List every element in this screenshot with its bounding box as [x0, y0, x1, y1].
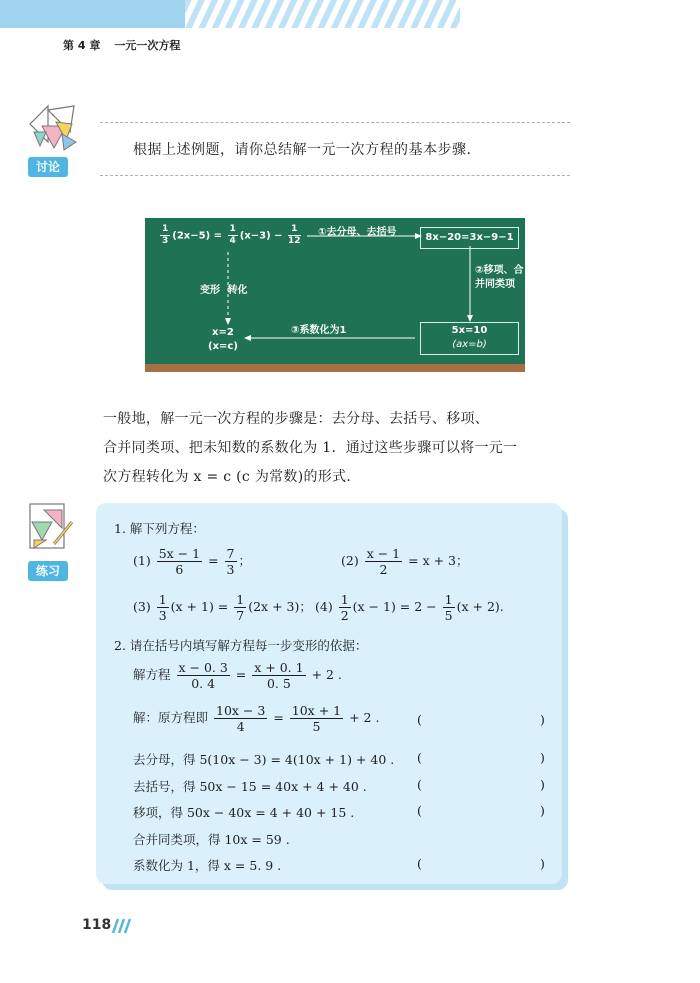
- eq14-num2: 1: [444, 592, 453, 607]
- answer-blank-2-open[interactable]: (: [417, 750, 422, 765]
- board-step1: ①去分母、去括号: [318, 227, 397, 238]
- blackboard-frame: [145, 364, 525, 372]
- discussion-top-rule: [100, 122, 570, 123]
- eq13-den2: 7: [236, 608, 245, 623]
- board-box2-line1: 5x=10: [451, 325, 488, 336]
- step1-num2: 10x + 1: [291, 703, 342, 718]
- eq12-label: (2): [341, 553, 359, 568]
- board-frac3-num: 1: [288, 224, 301, 236]
- q2-eq-num2: x + 0. 1: [254, 660, 304, 675]
- board-box1: 8x−20=3x−9−1: [420, 227, 519, 249]
- q2-eq-prefix: 解方程: [133, 667, 171, 682]
- step-3: 去括号，得 50x − 15 = 40x + 4 + 40 .: [133, 779, 367, 794]
- eq11-den: 6: [175, 562, 184, 577]
- page-number-slashes: [108, 918, 132, 934]
- board-frac1-den: 3: [162, 236, 169, 246]
- chapter-title: 一元一次方程: [114, 39, 181, 52]
- step1-den1: 4: [236, 719, 245, 734]
- eq14-num1: 1: [340, 592, 349, 607]
- page-number: 118: [82, 917, 112, 933]
- equation-1-1: [133, 546, 251, 577]
- chapter-number: 第 4 章: [63, 39, 101, 52]
- eq14-den1: 2: [340, 608, 349, 623]
- eq13-label: (3): [133, 599, 151, 614]
- board-eq-start: (2x−5) =: [172, 230, 226, 242]
- discussion-bottom-rule: [100, 175, 570, 176]
- q2-eq-den1: 0. 4: [191, 676, 216, 691]
- step-5: 合并同类项，得 10x = 59 .: [133, 832, 290, 847]
- equation-1-4: [315, 592, 504, 623]
- eq11-end: ；: [238, 553, 252, 568]
- eq14-den2: 5: [444, 608, 453, 623]
- eq12-den: 2: [379, 562, 388, 577]
- board-frac2-num: 1: [229, 224, 236, 234]
- eq11-num: 5x − 1: [158, 546, 201, 561]
- answer-blank-5-close[interactable]: ): [540, 856, 545, 871]
- answer-blank-2-close[interactable]: ): [540, 750, 545, 765]
- step-2: 去分母，得 5(10x − 3) = 4(10x + 1) + 40 .: [133, 752, 395, 767]
- answer-blank-5-open[interactable]: (: [417, 856, 422, 871]
- question-1-heading: 1. 解下列方程：: [114, 521, 205, 536]
- eq11-label: (1): [133, 553, 151, 568]
- answer-blank-1-close[interactable]: ): [540, 712, 545, 727]
- discussion-prompt: 根据上述例题，请你总结解一元一次方程的基本步骤.: [133, 142, 472, 158]
- summary-line-1: 一般地，解一元一次方程的步骤是：去分母、去括号、移项、: [103, 411, 490, 427]
- eq12-num: x − 1: [366, 546, 401, 561]
- board-frac2-den: 4: [229, 236, 236, 246]
- step-4: 移项，得 50x − 40x = 4 + 40 + 15 .: [133, 805, 355, 820]
- eq13-mid: (x + 1) =: [170, 599, 229, 614]
- board-frac1-num: 1: [162, 224, 169, 234]
- discussion-tangram-icon: [26, 102, 78, 154]
- answer-blank-1-open[interactable]: (: [417, 712, 422, 727]
- question-2-heading: 2. 请在括号内填写解方程每一步变形的依据：: [114, 638, 368, 653]
- eq13-end: (2x + 3)；: [248, 599, 312, 614]
- chapter-heading: [63, 37, 194, 53]
- q2-eq-end: + 2 .: [311, 667, 342, 682]
- step1-prefix: 解：原方程即: [133, 710, 209, 725]
- answer-blank-3-close[interactable]: ): [540, 777, 545, 792]
- board-box2-line2: (ax=b): [452, 339, 487, 350]
- board-result-line2: (x=c): [208, 341, 238, 352]
- step-1: 解：原方程即 $\frac{10x - 3}{4}$ = $\frac{10x + 1}{5}$ + 2 .: [133, 703, 380, 734]
- step-6: 系数化为 1，得 x = 5. 9 .: [133, 858, 282, 873]
- header-stripes: [185, 0, 460, 28]
- practice-notebook-icon: [26, 500, 74, 556]
- q2-eq-den2: 0. 5: [266, 676, 291, 691]
- step1-num1: 10x − 3: [216, 703, 266, 718]
- eq14-mid: (x − 1) = 2 −: [352, 599, 437, 614]
- eq11-rnum: 7: [226, 546, 235, 561]
- eq13-num1: 1: [158, 592, 167, 607]
- answer-blank-3-open[interactable]: (: [417, 777, 422, 792]
- board-result: [208, 326, 238, 354]
- answer-blank-4-open[interactable]: (: [417, 803, 422, 818]
- equation-1-3: [133, 592, 312, 623]
- eq14-end: (x + 2).: [456, 599, 504, 614]
- board-frac3-den: 12: [288, 236, 301, 246]
- question-2-equation: 解方程 $\frac{x - 0. 3}{0. 4}$ = $\frac{x + 0. 1}{0. 5}$ + 2 .: [133, 660, 342, 691]
- eq13-den1: 3: [158, 608, 167, 623]
- board-box2: [420, 322, 519, 355]
- eq12-end: = x + 3；: [408, 553, 469, 568]
- eq13-num2: 1: [236, 592, 245, 607]
- practice-label: 练习: [28, 561, 68, 581]
- board-middle-label: 变形 转化: [200, 285, 248, 296]
- summary-line-2: 合并同类项、把未知数的系数化为 1．通过这些步骤可以将一元一: [103, 440, 518, 456]
- board-step2: ②移项、合并同类项: [475, 265, 524, 290]
- summary-line-3: 次方程转化为 x = c (c 为常数)的形式.: [103, 469, 352, 485]
- equation-1-2: [341, 546, 469, 577]
- board-result-line1: x=2: [212, 327, 234, 338]
- board-eq-mid: (x−3) −: [239, 230, 287, 242]
- eq11-rden: 3: [226, 562, 235, 577]
- discussion-label: 讨论: [28, 157, 68, 177]
- eq14-label: (4): [315, 599, 333, 614]
- eq11-equals: =: [208, 553, 219, 568]
- board-step3: ③系数化为1: [291, 325, 347, 336]
- q2-eq-num1: x − 0. 3: [178, 660, 228, 675]
- step1-end: + 2 .: [349, 710, 380, 725]
- answer-blank-4-close[interactable]: ): [540, 803, 545, 818]
- step1-den2: 5: [312, 719, 321, 734]
